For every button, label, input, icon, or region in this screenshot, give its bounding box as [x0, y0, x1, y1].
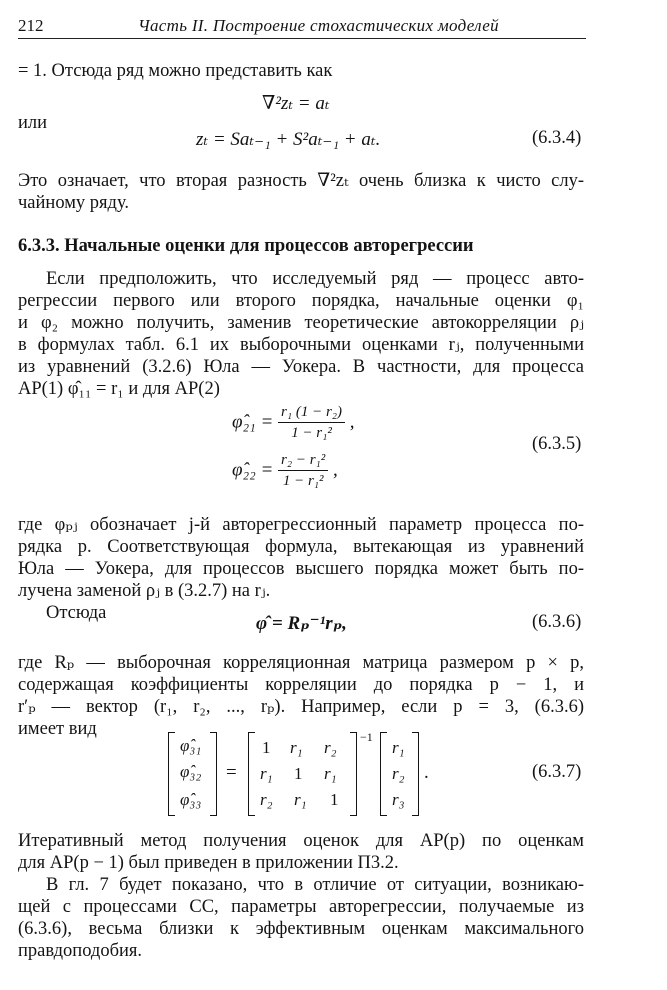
left-bracket [248, 732, 255, 816]
equation-nabla: ∇²zₜ = aₜ [262, 93, 330, 114]
matrix-cell: r₁ [260, 764, 273, 783]
text-line: Юла — Уокера, для процессов высшего порядка может быть по- [18, 559, 584, 579]
matrix-cell: φ̂₃₃ [180, 790, 202, 809]
text-line: АР(1) φ̂₁₁ = r₁ и для АР(2) [18, 379, 220, 399]
right-bracket [210, 732, 217, 816]
text-line: содержащая коэффициенты корреляции до порядка p − 1, и [18, 675, 584, 695]
running-title: Часть II. Построение стохастических моделей [138, 16, 499, 35]
text-line: где φₚⱼ обозначает j-й авторегрессионный параметр процесса по- [18, 515, 584, 535]
fraction [278, 404, 345, 442]
equation-lhs: φ̂₂₁ = [232, 411, 274, 433]
text-otsyuda: Отсюда [46, 603, 107, 623]
text-line: для АР(p − 1) был приведен в приложении П3.2. [18, 853, 399, 873]
period: . [424, 762, 429, 783]
text-line: правдоподобия. [18, 941, 143, 961]
text-line: рядка p. Соответствующая формула, вытекающая из уравнений [18, 537, 584, 557]
equals-sign: = [226, 762, 237, 783]
fraction-numerator: r₂ − r₁² [278, 452, 328, 471]
vector-cell: r₃ [392, 790, 405, 809]
text-line: чайному ряду. [18, 193, 129, 213]
matrix-cell: 1 [330, 790, 339, 809]
text-line: в формулах табл. 6.1 их выборочными оценками rⱼ, полученными [18, 335, 584, 355]
matrix-cell: φ̂₃₂ [180, 762, 202, 781]
text-line: (6.3.6), весьма близки к эффективным оценкам максимального [18, 919, 584, 939]
left-bracket [168, 732, 175, 816]
matrix-cell: φ̂₃₁ [180, 736, 202, 755]
text-line: лучена заменой ρⱼ в (3.2.7) на rⱼ. [18, 581, 271, 601]
inverse-exponent: −1 [360, 730, 373, 744]
equation-number: (6.3.5) [532, 434, 582, 454]
right-bracket [350, 732, 357, 816]
page-number: 212 [18, 16, 44, 35]
fraction-denominator: 1 − r₁² [291, 425, 332, 441]
equation-number: (6.3.7) [532, 762, 582, 782]
text-line: регрессии первого или второго порядка, начальные оценки φ₁ [18, 291, 584, 311]
text-line: В гл. 7 будет показано, что в отличие от ситуации, возникаю- [46, 875, 584, 895]
matrix-cell: r₂ [324, 738, 337, 757]
matrix-cell: 1 [294, 764, 303, 783]
equation-phi21: φ̂₂₁ = $\frac{\text{r₁ (1 − r₂)}}{\text{1 − r₁²}}$ , [232, 404, 355, 441]
equation-phi22: φ̂₂₂ = $\frac{\text{r₂ − r₁²}}{\text{1 − r₁²}}$ , [232, 452, 338, 489]
equation-number: (6.3.4) [532, 128, 582, 148]
matrix-cell: r₁ [324, 764, 337, 783]
text-line: щей с процессами СС, параметры авторегрессии, получаемые из [18, 897, 584, 917]
matrix-cell: 1 [262, 738, 271, 757]
text-line: имеет вид [18, 719, 97, 739]
text-line: r′ₚ — вектор (r₁, r₂, ..., rₚ). Например, если p = 3, (6.3.6) [18, 697, 584, 717]
text-line: Итеративный метод получения оценок для АР(p) по оценкам [18, 831, 584, 851]
right-bracket [412, 732, 419, 816]
text-line: и φ₂ можно получить, заменив теоретические автокорреляции ρⱼ [18, 313, 584, 333]
text-line: Если предположить, что исследуемый ряд — процесс авто- [46, 269, 584, 289]
text-or: или [18, 113, 48, 133]
matrix-cell: r₁ [290, 738, 303, 757]
equation-number: (6.3.6) [532, 612, 582, 632]
vector-cell: r₂ [392, 764, 405, 783]
fraction-numerator: r₁ (1 − r₂) [278, 404, 345, 423]
equation-lhs: φ̂₂₂ = [232, 459, 274, 481]
matrix-cell: r₂ [260, 790, 273, 809]
fraction [278, 452, 328, 490]
vector-cell: r₁ [392, 738, 405, 757]
matrix-cell: r₁ [294, 790, 307, 809]
text-line: из уравнений (3.2.6) Юла — Уокера. В частности, для процесса [18, 357, 584, 377]
section-heading: 6.3.3. Начальные оценки для процессов авторегрессии [18, 236, 474, 256]
running-header [18, 14, 586, 39]
text-line: Это означает, что вторая разность ∇²zₜ очень близка к чисто слу- [18, 171, 584, 191]
fraction-denominator: 1 − r₁² [282, 473, 324, 489]
equation-6-3-6: φ̂ = Rₚ⁻¹rₚ, [256, 613, 347, 634]
text-line: = 1. Отсюда ряд можно представить как [18, 61, 333, 81]
text-line: где Rₚ — выборочная корреляционная матрица размером p × p, [18, 653, 584, 673]
equation-6-3-4: zₜ = Saₜ₋₁ + S²aₜ₋₁ + aₜ. [196, 129, 381, 150]
left-bracket [380, 732, 387, 816]
